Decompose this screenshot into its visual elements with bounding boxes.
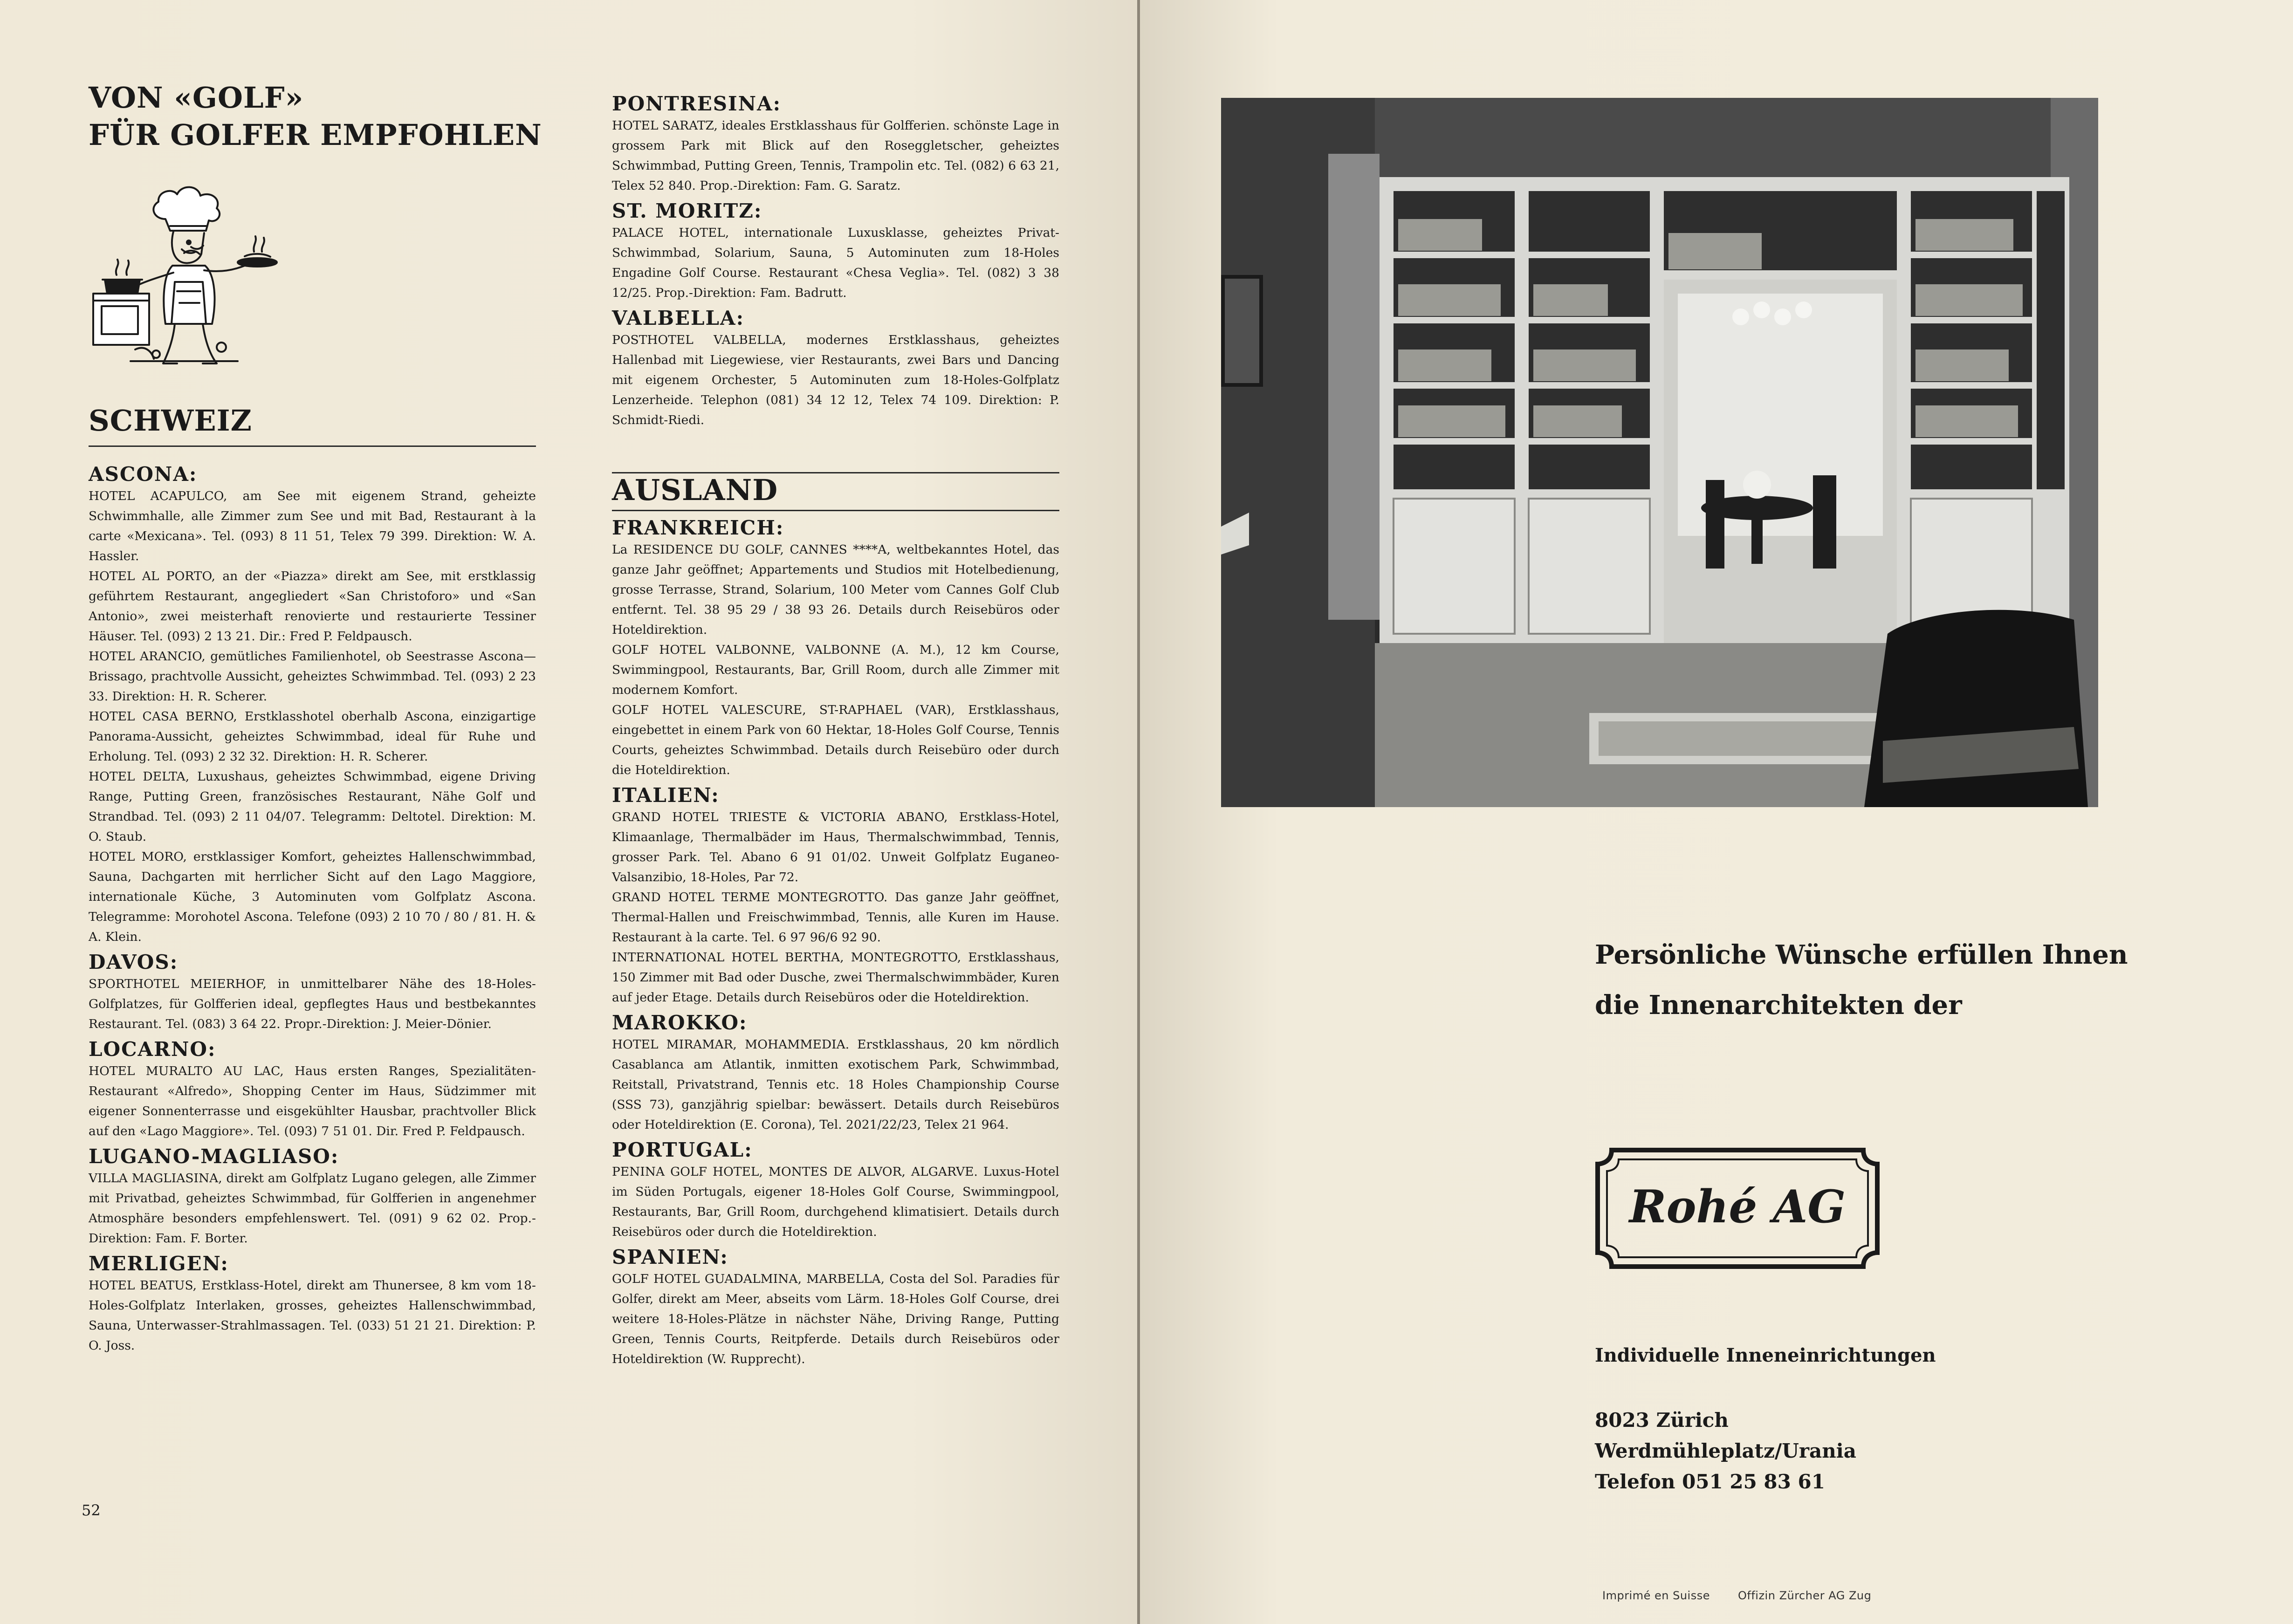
page-number: 52 [82,1501,101,1519]
listing-column-1 [89,459,536,1356]
hotel-entry: HOTEL BEATUS, Erstklass-Hotel, direkt am Thunersee, 8 km vom 18-Holes-Golfplatz Interlaken, grosses, geheiztes Hallenschwimmbad, Sauna, Unterwasser-Strahlmassagen. Tel. (033) 51 21 21. Direktion: P. O. Joss. [89,1278,536,1353]
hotel-entry: HOTEL ARANCIO, gemütliches Familienhotel, ob Seestrasse Ascona—Brissago, prachtvolle Aussicht, geheiztes Schwimmbad. Tel. (093) 2 23 33. Direktion: H. R. Scherer. [89,649,536,704]
address-line-3: Telefon 051 25 83 61 [1595,1470,1825,1493]
hotel-entry: GRAND HOTEL TRIESTE & VICTORIA ABANO, Erstklass-Hotel, Klimaanlage, Thermalbäder im Haus, Thermalschwimmbad, Tennis, grosser Park. Tel. Abano 6 91 01/02. Unweit Golfplatz Euganeo-Valsanzibio, 18-Holes, Par 72. [612,810,1059,884]
hotel-entry: HOTEL AL PORTO, an der «Piazza» direkt am See, mit erstklassig geführtem Restaurant, angegliedert «San Christoforo» und «San Antonio», zwei meisterhaft renovierte und restaurierte Tessiner Häuser. Tel. (093) 2 13 21. Dir.: Fred P. Feldpausch. [89,569,536,644]
section-heading-ausland: AUSLAND [612,473,778,507]
section-rule [612,510,1059,511]
hotel-entry: HOTEL MURALTO AU LAC, Haus ersten Ranges, Spezialitäten-Restaurant «Alfredo», Shopping Center im Haus, Südzimmer mit eigener Sonnenterrasse und eisgekühlter Hausbar, prachtvoller Blick auf den «Lago Maggiore». Tel. (093) 7 51 01. Dir. Fred P. Feldpausch. [89,1064,536,1138]
ad-headline [1595,930,2201,1030]
hotel-entry: VILLA MAGLIASINA, direkt am Golfplatz Lugano gelegen, alle Zimmer mit Privatbad, geheiztes Schwimmbad, für Golfferien in angenehmer Atmosphäre besonders empfehlenswert. Tel. (091) 9 62 02. Prop.-Direktion: Fam. F. Borter. [89,1171,536,1246]
hotel-entry: HOTEL ACAPULCO, am See mit eigenem Strand, geheizte Schwimmhalle, alle Zimmer zum See und mit Bad, Restaurant à la carte «Mexicana». Tel. (093) 8 11 51, Telex 79 399. Direktion: W. A. Hassler. [89,489,536,563]
city-heading: ST. MORITZ: [612,199,762,222]
imprint-left: Imprimé en Suisse [1602,1589,1710,1602]
hotel-entry: SPORTHOTEL MEIERHOF, in unmittelbarer Nähe des 18-Holes-Golfplatzes, für Golfferien ideal, gepflegtes Haus und bestbekanntes Restaurant. Tel. (083) 3 64 22. Propr.-Direktion: J. Meier-Dönier. [89,977,536,1031]
listing-column-2-ausland [612,513,1059,1369]
address-line-1: 8023 Zürich [1595,1409,1729,1432]
listing-column-2-schweiz [612,89,1059,430]
city-heading: MERLIGEN: [89,1252,229,1275]
hotel-entry: POSTHOTEL VALBELLA, modernes Erstklasshaus, geheiztes Hallenbad mit Liegewiese, vier Restaurants, zwei Bars und Dancing mit eigenem Orchester, 5 Autominuten zum 18-Holes-Golfplatz Lenzerheide. Telephon (081) 34 12 12, Telex 74 109. Direktion: P. Schmidt-Riedi. [612,333,1059,427]
hotel-entry: HOTEL DELTA, Luxushaus, geheiztes Schwimmbad, eigene Driving Range, Putting Green, französisches Restaurant, Nähe Golf und Strandbad. Tel. (093) 2 11 04/07. Telegramm: Deltotel. Direktion: M. O. Staub. [89,769,536,844]
section-heading-schweiz: SCHWEIZ [89,404,252,438]
hotel-entry: HOTEL SARATZ, ideales Erstklasshaus für Golfferien. schönste Lage in grossem Park mit Blick auf den Roseggletscher, geheiztes Schwimmbad, Putting Green, Tennis, Trampolin etc. Tel. (082) 6 63 21, Telex 52 840. Prop.-Direktion: Fam. G. Saratz. [612,118,1059,193]
right-page [1140,0,2293,1624]
city-heading: LUGANO-MAGLIASO: [89,1145,339,1168]
city-heading: LOCARNO: [89,1038,216,1061]
hotel-entry: GOLF HOTEL GUADALMINA, MARBELLA, Costa del Sol. Paradies für Golfer, direkt am Meer, abseits vom Lärm. 18-Holes Golf Course, drei weitere 18-Holes-Plätze in nächster Nähe, Driving Range, Putting Green, Tennis Courts, Reitpferde. Details durch Reisebüros oder Hoteldirektion (W. Rupprecht). [612,1272,1059,1366]
city-heading: MAROKKO: [612,1011,748,1034]
hotel-entry: HOTEL CASA BERNO, Erstklasshotel oberhalb Ascona, einzigartige Panorama-Aussicht, geheiztes Schwimmbad, ideal für Ruhe und Erholung. Tel. (093) 2 32 32. Direktion: H. R. Scherer. [89,709,536,764]
hotel-entry: La RESIDENCE DU GOLF, CANNES ****A, weltbekanntes Hotel, das ganze Jahr geöffnet; Appartements und Studios mit Hotelbedienung, grosse Terrasse, Strand, Solarium, 100 Meter vom Cannes Golf Club entfernt. Tel. 38 95 29 / 38 93 26. Details durch Reisebüros oder Hoteldirektion. [612,542,1059,637]
logo-text: Rohé AG [1629,1180,1846,1233]
city-heading: ITALIEN: [612,784,720,807]
imprint [1602,1589,1899,1602]
section-rule [89,445,536,447]
ad-headline-line-2: die Innenarchitekten der [1595,990,1962,1021]
hotel-entry: HOTEL MIRAMAR, MOHAMMEDIA. Erstklasshaus, 20 km nördlich Casablanca am Atlantik, inmitten exotischem Park, Schwimmbad, Reitstall, Privatstrand, Tennis etc. 18 Holes Championship Course (SSS 73), ganzjährig spielbar: bewässert. Details durch Reisebüros oder Hoteldirektion (E. Corona), Tel. 2021/22/23, Telex 21 964. [612,1037,1059,1132]
hotel-entry: GOLF HOTEL VALESCURE, ST-RAPHAEL (VAR), Erstklasshaus, eingebettet in einem Park von 60 Hektar, 18-Holes Golf Course, Tennis Courts, geheiztes Schwimmbad. Details durch Reisebüro oder durch die Hoteldirektion. [612,703,1059,777]
city-heading: FRANKREICH: [612,516,784,539]
rohe-ag-logo [1593,1145,1882,1271]
city-heading: PONTRESINA: [612,92,782,115]
hotel-entry: PENINA GOLF HOTEL, MONTES DE ALVOR, ALGARVE. Luxus-Hotel im Süden Portugals, eigener 18-Holes Golf Course, Swimmingpool, Restaurants, Bar, Grill Room, durchgehend klimatisiert. Details durch Reisebüros oder durch die Hoteldirektion. [612,1165,1059,1239]
imprint-right: Offizin Zürcher AG Zug [1738,1589,1872,1602]
hotel-entry: GRAND HOTEL TERME MONTEGROTTO. Das ganze Jahr geöffnet, Thermal-Hallen und Freischwimmbad, Tennis, alle Kuren im Hause. Restaurant à la carte. Tel. 6 97 96/6 92 90. [612,890,1059,945]
chef-illustration [84,175,289,375]
hotel-entry: PALACE HOTEL, internationale Luxusklasse, geheiztes Privat-Schwimmbad, Solarium, Sauna, 5 Autominuten zum 18-Holes Engadine Golf Course. Restaurant «Chesa Veglia». Tel. (082) 3 38 12/25. Prop.-Direktion: Fam. Badrutt. [612,226,1059,300]
city-heading: DAVOS: [89,951,178,973]
interior-photo [1221,98,2098,807]
hotel-entry: HOTEL MORO, erstklassiger Komfort, geheiztes Hallenschwimmbad, Sauna, Dachgarten mit herrlicher Sicht auf den Lago Maggiore, internationale Küche, 3 Autominuten vom Golfplatz Ascona. Telegramme: Morohotel Ascona. Telefone (093) 2 10 70 / 80 / 81. H. & A. Klein. [89,850,536,944]
city-heading: SPANIEN: [612,1246,728,1268]
left-page [0,0,1137,1624]
city-heading: ASCONA: [89,463,198,486]
address-line-2: Werdmühleplatz/Urania [1595,1439,1856,1462]
ad-address [1595,1405,1856,1497]
page-title [89,79,555,154]
city-heading: PORTUGAL: [612,1138,753,1161]
title-line-1: VON «GOLF» [89,81,304,115]
title-line-2: FÜR GOLFER EMPFOHLEN [89,118,542,152]
city-heading: VALBELLA: [612,307,745,329]
hotel-entry: INTERNATIONAL HOTEL BERTHA, MONTEGROTTO, Erstklasshaus, 150 Zimmer mit Bad oder Dusche, zwei Thermalschwimmbäder, Kuren auf jeder Etage. Details durch Reisebüros oder die Hoteldirektion. [612,950,1059,1005]
ad-headline-line-1: Persönliche Wünsche erfüllen Ihnen [1595,939,2128,970]
ad-subline: Individuelle Inneneinrichtungen [1595,1344,1936,1366]
hotel-entry: GOLF HOTEL VALBONNE, VALBONNE (A. M.), 12 km Course, Swimmingpool, Restaurants, Bar, Grill Room, durch alle Zimmer mit modernem Komfort. [612,643,1059,697]
